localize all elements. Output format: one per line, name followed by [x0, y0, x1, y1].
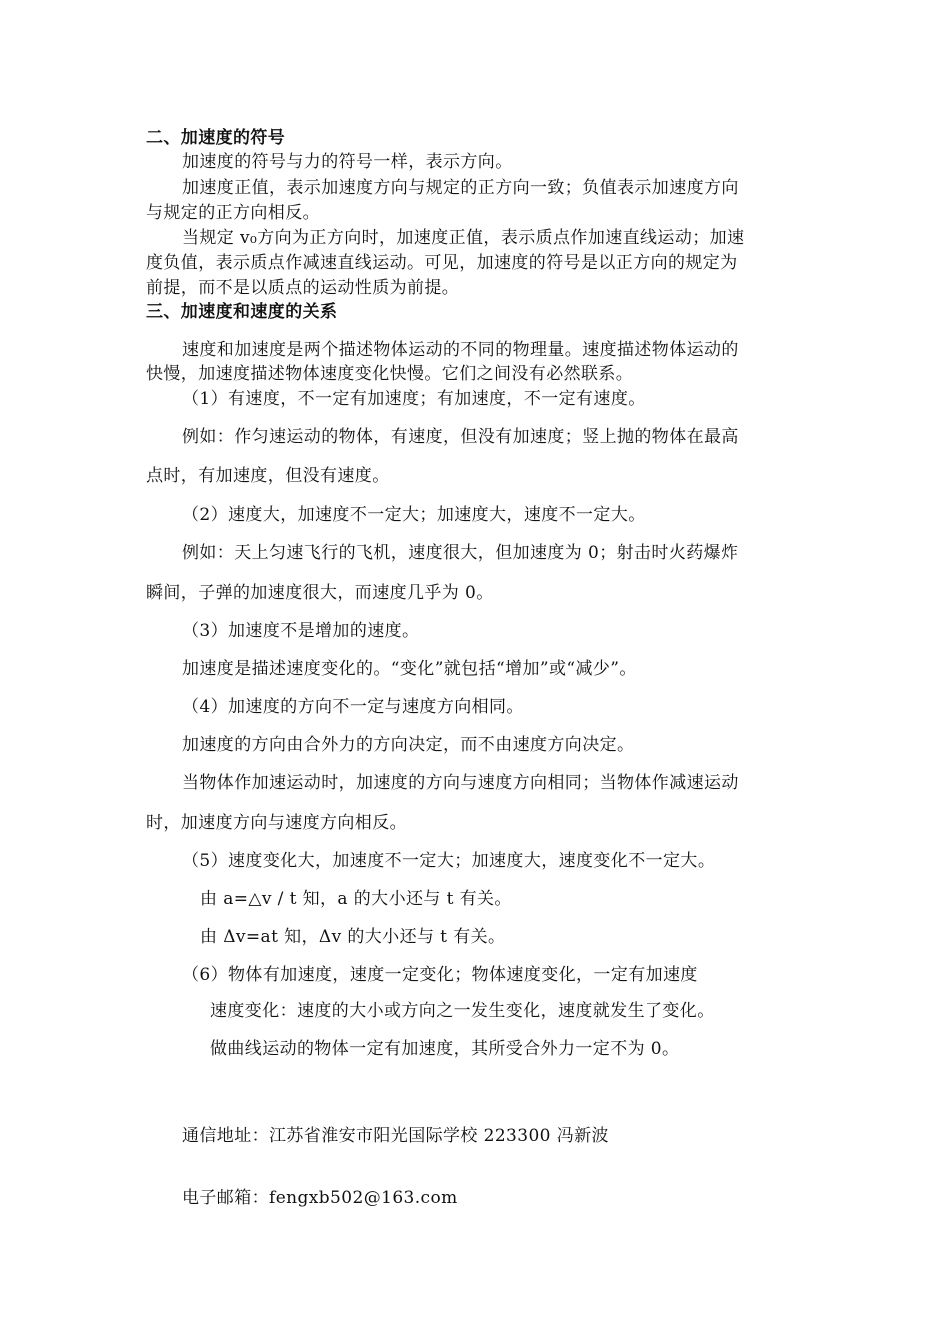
- example: 点时，有加速度，但没有速度。: [146, 466, 390, 486]
- example: 例如：天上匀速飞行的飞机，速度很大，但加速度为 0；射击时火药爆炸: [182, 543, 739, 563]
- paragraph: 速度和加速度是两个描述物体运动的不同的物理量。速度描述物体运动的: [182, 340, 739, 360]
- paragraph: 快慢，加速度描述物体速度变化快慢。它们之间没有必然联系。: [146, 364, 634, 384]
- list-item-1: （1）有速度，不一定有加速度；有加速度，不一定有速度。: [182, 389, 646, 409]
- example: 加速度是描述速度变化的。“变化”就包括“增加”或“减少”。: [182, 659, 637, 679]
- paragraph: 度负值，表示质点作减速直线运动。可见，加速度的符号是以正方向的规定为: [146, 253, 738, 273]
- example: 时，加速度方向与速度方向相反。: [146, 813, 407, 833]
- list-item-5: （5）速度变化大，加速度不一定大；加速度大，速度变化不一定大。: [182, 851, 716, 871]
- example: 做曲线运动的物体一定有加速度，其所受合外力一定不为 0。: [210, 1039, 680, 1059]
- contact-address: 通信地址：江苏省淮安市阳光国际学校 223300 冯新波: [182, 1126, 609, 1146]
- paragraph: 加速度正值，表示加速度方向与规定的正方向一致；负值表示加速度方向: [182, 178, 739, 198]
- list-item-4: （4）加速度的方向不一定与速度方向相同。: [182, 697, 524, 717]
- section-3-heading: 三、加速度和速度的关系: [146, 302, 338, 322]
- section-2-heading: 二、加速度的符号: [146, 128, 286, 148]
- list-item-3: （3）加速度不是增加的速度。: [182, 621, 420, 641]
- list-item-2: （2）速度大，加速度不一定大；加速度大，速度不一定大。: [182, 505, 646, 525]
- paragraph: 与规定的正方向相反。: [146, 203, 320, 223]
- formula-line: 由 a=△v / t 知，a 的大小还与 t 有关。: [200, 889, 512, 909]
- contact-email: 电子邮箱：fengxb502@163.com: [182, 1188, 458, 1208]
- list-item-6: （6）物体有加速度，速度一定变化；物体速度变化，一定有加速度: [182, 965, 698, 985]
- example: 加速度的方向由合外力的方向决定，而不由速度方向决定。: [182, 735, 635, 755]
- example: 瞬间，子弹的加速度很大，而速度几乎为 0。: [146, 583, 494, 603]
- example: 当物体作加速运动时，加速度的方向与速度方向相同；当物体作减速运动: [182, 773, 739, 793]
- example: 例如：作匀速运动的物体，有速度，但没有加速度；竖上抛的物体在最高: [182, 427, 739, 447]
- formula-line: 由 Δv=at 知，Δv 的大小还与 t 有关。: [200, 927, 506, 947]
- paragraph: 当规定 v₀方向为正方向时，加速度正值，表示质点作加速直线运动；加速: [182, 228, 745, 248]
- paragraph: 前提，而不是以质点的运动性质为前提。: [146, 278, 460, 298]
- paragraph: 加速度的符号与力的符号一样，表示方向。: [182, 152, 513, 172]
- example: 速度变化：速度的大小或方向之一发生变化，速度就发生了变化。: [210, 1001, 715, 1021]
